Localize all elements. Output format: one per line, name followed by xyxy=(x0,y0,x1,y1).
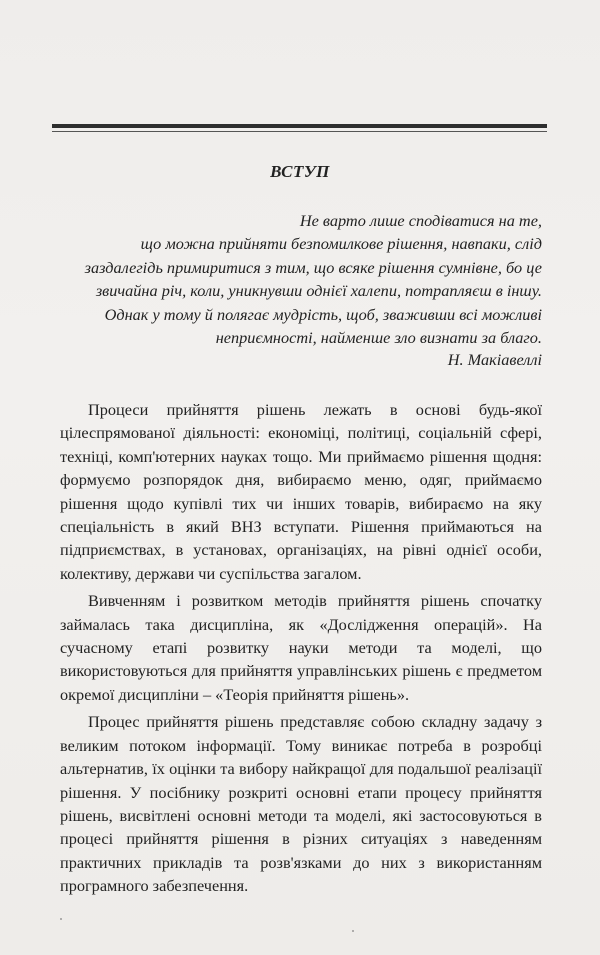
text-line: техніці, комп'ютерних науках тощо. Ми приймаємо рішення щодня: xyxy=(60,446,542,466)
body-text xyxy=(60,398,542,902)
text-line: Процес прийняття рішень представляє собою складну задачу з xyxy=(88,712,542,732)
text-line: сучасному етапі розвитку науки методи та моделі, що xyxy=(60,638,542,658)
epigraph-line: Не варто лише сподіватися на те, xyxy=(299,211,542,230)
text-line: підприємствах, в установах, організаціях, на рівні однієї особи, xyxy=(60,540,542,560)
epigraph-line: звичайна річ, коли, уникнувши однієї халепи, потрапляєш в іншу. xyxy=(95,281,542,301)
text-line: колективу, держави чи суспільства загалом. xyxy=(60,563,362,583)
text-line: займалась така дисципліна, як «Дослідження операцій». На xyxy=(60,614,542,634)
paragraph xyxy=(60,398,542,585)
chapter-title: ВСТУП xyxy=(270,162,330,181)
text-line: практичних прикладів та розв'язками до них з використанням xyxy=(60,852,542,872)
text-line: альтернатив, їх оцінки та вибору найкращої для подальшої реалізації xyxy=(60,759,542,779)
text-line: процесі прийняття рішення в різних ситуаціях з наведенням xyxy=(60,829,542,849)
text-line: окремої дисципліни – «Теорія прийняття рішень». xyxy=(60,684,410,704)
text-line: Процеси прийняття рішень лежать в основі будь-якої xyxy=(88,400,542,419)
text-line: великим потоком інформації. Тому виникає потреба в розробці xyxy=(60,735,542,755)
paragraph xyxy=(60,589,542,706)
text-line: цілеспрямованої діяльності: економіці, політиці, соціальній сфері, xyxy=(60,423,542,443)
text-line: формуємо розпорядок дня, вибираємо меню, одяг, приймаємо xyxy=(60,470,542,490)
text-line: Вивченням і розвитком методів прийняття рішень спочатку xyxy=(88,591,542,611)
epigraph xyxy=(60,209,542,349)
epigraph-line: Однак у тому й полягає мудрість, щоб, зваживши всі можливі xyxy=(104,304,542,324)
text-line: рішення щодо купівлі тих чи інших товарів, вибираємо на яку xyxy=(60,493,542,513)
epigraph-author: Н. Макіавеллі xyxy=(447,350,542,369)
epigraph-line: що можна прийняти безпомилкове рішення, навпаки, слід xyxy=(140,234,542,254)
text-line: спеціальність в який ВНЗ вступати. Рішення приймаються на xyxy=(60,517,542,537)
text-line: рішення. У посібнику розкриті основні етапи процесу прийняття xyxy=(60,782,542,802)
paper-speck xyxy=(352,930,354,932)
epigraph-line: неприємності, найменше зло визнати за благо. xyxy=(215,328,542,348)
text-line: рішень, висвітлені основні методи та моделі, які застосовуються в xyxy=(60,805,542,825)
header-rule-thin xyxy=(52,131,547,132)
text-line: програмного забезпечення. xyxy=(60,876,249,896)
paper-speck xyxy=(60,918,62,920)
header-rule-thick xyxy=(52,124,547,128)
epigraph-line: заздалегідь примиритися з тим, що всяке рішення сумнівне, бо це xyxy=(84,257,542,277)
text-line: використовуються для прийняття управлінських рішень є предметом xyxy=(60,661,542,681)
paragraph xyxy=(60,710,542,897)
